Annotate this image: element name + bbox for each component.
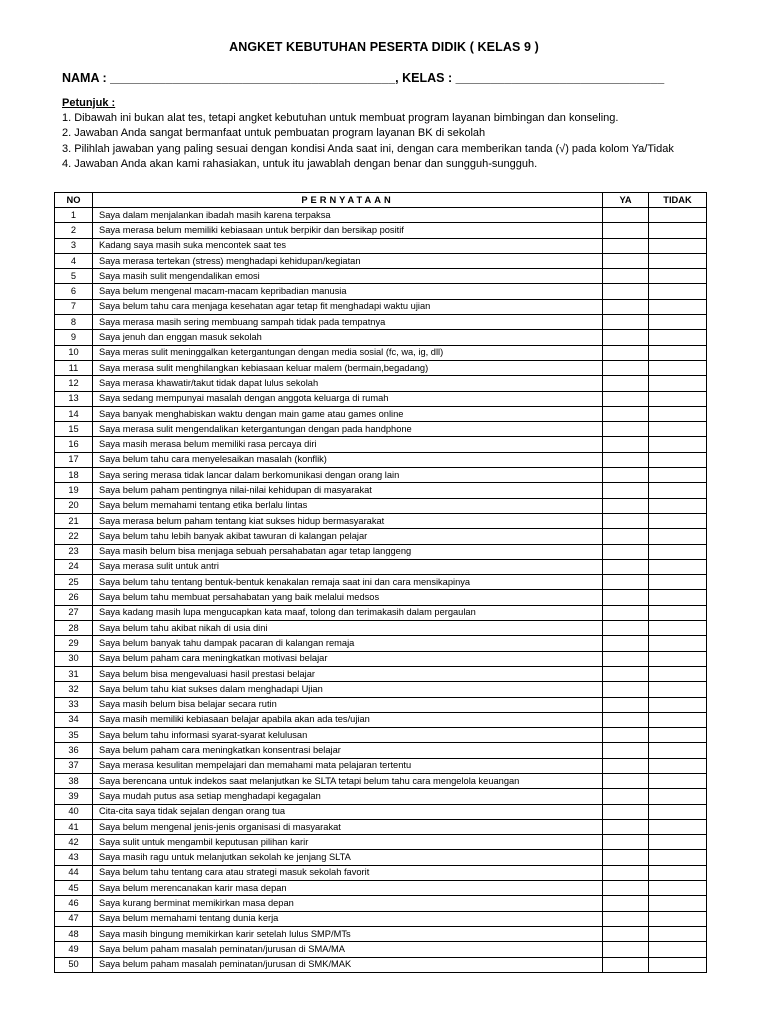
- table-row: [55, 284, 707, 299]
- ya-checkbox-cell[interactable]: [603, 391, 649, 406]
- row-statement: Saya belum banyak tahu dampak pacaran di kalangan remaja: [93, 636, 603, 651]
- tidak-checkbox-cell[interactable]: [649, 391, 707, 406]
- row-statement: Saya kadang masih lupa mengucapkan kata maaf, tolong dan terimakasih dalam pergaulan: [93, 605, 603, 620]
- row-number: 25: [55, 575, 93, 590]
- ya-checkbox-cell[interactable]: [603, 223, 649, 238]
- table-row: [55, 666, 707, 681]
- table-row: [55, 728, 707, 743]
- row-number: 26: [55, 590, 93, 605]
- row-statement: Saya belum paham cara meningkatkan motivasi belajar: [93, 651, 603, 666]
- row-number: 34: [55, 712, 93, 727]
- row-statement: Saya belum tahu tentang cara atau strategi masuk sekolah favorit: [93, 865, 603, 880]
- tidak-checkbox-cell[interactable]: [649, 804, 707, 819]
- ya-checkbox-cell[interactable]: [603, 590, 649, 605]
- row-number: 33: [55, 697, 93, 712]
- row-number: 44: [55, 865, 93, 880]
- tidak-checkbox-cell[interactable]: [649, 697, 707, 712]
- table-row: [55, 651, 707, 666]
- ya-checkbox-cell[interactable]: [603, 712, 649, 727]
- table-row: [55, 223, 707, 238]
- row-number: 11: [55, 360, 93, 375]
- tidak-checkbox-cell[interactable]: [649, 773, 707, 788]
- tidak-checkbox-cell[interactable]: [649, 712, 707, 727]
- table-row: [55, 590, 707, 605]
- tidak-checkbox-cell[interactable]: [649, 926, 707, 941]
- table-row: [55, 422, 707, 437]
- ya-checkbox-cell[interactable]: [603, 437, 649, 452]
- table-row: [55, 942, 707, 957]
- table-row: [55, 697, 707, 712]
- tidak-checkbox-cell[interactable]: [649, 529, 707, 544]
- table-row: [55, 315, 707, 330]
- row-number: 46: [55, 896, 93, 911]
- row-statement: Saya masih belum bisa belajar secara rutin: [93, 697, 603, 712]
- table-row: [55, 468, 707, 483]
- tidak-checkbox-cell[interactable]: [649, 559, 707, 574]
- tidak-checkbox-cell[interactable]: [649, 437, 707, 452]
- row-statement: Saya sulit untuk mengambil keputusan pilihan karir: [93, 835, 603, 850]
- row-statement: Kadang saya masih suka mencontek saat tes: [93, 238, 603, 253]
- tidak-checkbox-cell[interactable]: [649, 728, 707, 743]
- instruction-item-1: 1. Dibawah ini bukan alat tes, tetapi angket kebutuhan untuk membuat program layanan bimbingan dan konseling.: [62, 112, 619, 125]
- table-row: [55, 269, 707, 284]
- row-number: 17: [55, 452, 93, 467]
- header-statement: PERNYATAAN: [93, 193, 603, 208]
- ya-checkbox-cell[interactable]: [603, 957, 649, 972]
- table-row: [55, 605, 707, 620]
- ya-checkbox-cell[interactable]: [603, 758, 649, 773]
- table-row: [55, 957, 707, 972]
- row-number: 16: [55, 437, 93, 452]
- row-number: 15: [55, 422, 93, 437]
- row-number: 50: [55, 957, 93, 972]
- row-statement: Saya merasa sulit untuk antri: [93, 559, 603, 574]
- table-row: [55, 712, 707, 727]
- tidak-checkbox-cell[interactable]: [649, 942, 707, 957]
- row-number: 18: [55, 468, 93, 483]
- row-number: 32: [55, 682, 93, 697]
- ya-checkbox-cell[interactable]: [603, 360, 649, 375]
- row-number: 47: [55, 911, 93, 926]
- row-statement: Saya merasa sulit menghilangkan kebiasaan keluar malem (bermain,begadang): [93, 360, 603, 375]
- row-statement: Saya merasa sulit mengendalikan ketergantungan dengan pada handphone: [93, 422, 603, 437]
- ya-checkbox-cell[interactable]: [603, 896, 649, 911]
- ya-checkbox-cell[interactable]: [603, 666, 649, 681]
- row-number: 49: [55, 942, 93, 957]
- ya-checkbox-cell[interactable]: [603, 926, 649, 941]
- tidak-checkbox-cell[interactable]: [649, 284, 707, 299]
- row-statement: Saya belum paham cara meningkatkan konsentrasi belajar: [93, 743, 603, 758]
- ya-checkbox-cell[interactable]: [603, 605, 649, 620]
- ya-checkbox-cell[interactable]: [603, 728, 649, 743]
- tidak-checkbox-cell[interactable]: [649, 850, 707, 865]
- tidak-checkbox-cell[interactable]: [649, 330, 707, 345]
- tidak-checkbox-cell[interactable]: [649, 544, 707, 559]
- row-number: 22: [55, 529, 93, 544]
- row-number: 2: [55, 223, 93, 238]
- tidak-checkbox-cell[interactable]: [649, 452, 707, 467]
- table-row: [55, 621, 707, 636]
- tidak-checkbox-cell[interactable]: [649, 315, 707, 330]
- row-number: 24: [55, 559, 93, 574]
- table-row: [55, 881, 707, 896]
- row-statement: Saya masih belum bisa menjaga sebuah persahabatan agar tetap langgeng: [93, 544, 603, 559]
- row-number: 41: [55, 819, 93, 834]
- header-tidak: TIDAK: [649, 193, 707, 208]
- row-number: 40: [55, 804, 93, 819]
- row-statement: Saya belum tahu lebih banyak akibat tawuran di kalangan pelajar: [93, 529, 603, 544]
- row-number: 9: [55, 330, 93, 345]
- row-statement: Saya merasa belum paham tentang kiat sukses hidup bermasyarakat: [93, 513, 603, 528]
- row-statement: Saya belum tahu membuat persahabatan yang baik melalui medsos: [93, 590, 603, 605]
- questionnaire-table: [54, 192, 707, 973]
- row-statement: Saya merasa kesulitan mempelajari dan memahami mata pelajaran tertentu: [93, 758, 603, 773]
- row-statement: Saya masih ragu untuk melanjutkan sekolah ke jenjang SLTA: [93, 850, 603, 865]
- table-row: [55, 529, 707, 544]
- row-number: 5: [55, 269, 93, 284]
- tidak-checkbox-cell[interactable]: [649, 253, 707, 268]
- ya-checkbox-cell[interactable]: [603, 468, 649, 483]
- table-row: [55, 376, 707, 391]
- ya-checkbox-cell[interactable]: [603, 253, 649, 268]
- row-statement: Saya merasa belum memiliki kebiasaan untuk berpikir dan bersikap positif: [93, 223, 603, 238]
- row-statement: Saya belum paham masalah peminatan/jurusan di SMA/MA: [93, 942, 603, 957]
- row-statement: Saya belum memahami tentang dunia kerja: [93, 911, 603, 926]
- header-ya: YA: [603, 193, 649, 208]
- tidak-checkbox-cell[interactable]: [649, 789, 707, 804]
- ya-checkbox-cell[interactable]: [603, 269, 649, 284]
- row-number: 8: [55, 315, 93, 330]
- tidak-checkbox-cell[interactable]: [649, 575, 707, 590]
- row-number: 1: [55, 208, 93, 223]
- table-row: [55, 498, 707, 513]
- header-no: NO: [55, 193, 93, 208]
- row-statement: Saya belum bisa mengevaluasi hasil prestasi belajar: [93, 666, 603, 681]
- ya-checkbox-cell[interactable]: [603, 315, 649, 330]
- table-row: [55, 896, 707, 911]
- table-row: [55, 850, 707, 865]
- page-title: ANGKET KEBUTUHAN PESERTA DIDIK ( KELAS 9 ): [229, 40, 539, 54]
- table-row: [55, 743, 707, 758]
- ya-checkbox-cell[interactable]: [603, 636, 649, 651]
- tidak-checkbox-cell[interactable]: [649, 881, 707, 896]
- row-statement: Saya belum tahu kiat sukses dalam menghadapi Ujian: [93, 682, 603, 697]
- table-row: [55, 406, 707, 421]
- table-row: [55, 636, 707, 651]
- row-statement: Saya belum tahu informasi syarat-syarat kelulusan: [93, 728, 603, 743]
- tidak-checkbox-cell[interactable]: [649, 743, 707, 758]
- row-statement: Saya belum mengenal macam-macam kepribadian manusia: [93, 284, 603, 299]
- row-statement: Saya merasa masih sering membuang sampah tidak pada tempatnya: [93, 315, 603, 330]
- tidak-checkbox-cell[interactable]: [649, 682, 707, 697]
- ya-checkbox-cell[interactable]: [603, 881, 649, 896]
- table-row: [55, 452, 707, 467]
- tidak-checkbox-cell[interactable]: [649, 360, 707, 375]
- tidak-checkbox-cell[interactable]: [649, 590, 707, 605]
- row-number: 7: [55, 299, 93, 314]
- table-body: [55, 208, 707, 973]
- ya-checkbox-cell[interactable]: [603, 299, 649, 314]
- ya-checkbox-cell[interactable]: [603, 651, 649, 666]
- table-row: [55, 575, 707, 590]
- ya-checkbox-cell[interactable]: [603, 575, 649, 590]
- row-statement: Saya belum mengenal jenis-jenis organisasi di masyarakat: [93, 819, 603, 834]
- row-statement: Saya belum tahu cara menjaga kesehatan agar tetap fit menghadapi waktu ujian: [93, 299, 603, 314]
- table-row: [55, 804, 707, 819]
- ya-checkbox-cell[interactable]: [603, 238, 649, 253]
- ya-checkbox-cell[interactable]: [603, 284, 649, 299]
- row-number: 13: [55, 391, 93, 406]
- table-row: [55, 238, 707, 253]
- tidak-checkbox-cell[interactable]: [649, 605, 707, 620]
- tidak-checkbox-cell[interactable]: [649, 376, 707, 391]
- table-row: [55, 544, 707, 559]
- tidak-checkbox-cell[interactable]: [649, 223, 707, 238]
- row-statement: Saya belum paham pentingnya nilai-nilai kehidupan di masyarakat: [93, 483, 603, 498]
- table-row: [55, 682, 707, 697]
- ya-checkbox-cell[interactable]: [603, 208, 649, 223]
- ya-checkbox-cell[interactable]: [603, 529, 649, 544]
- ya-checkbox-cell[interactable]: [603, 498, 649, 513]
- row-number: 42: [55, 835, 93, 850]
- row-number: 48: [55, 926, 93, 941]
- tidak-checkbox-cell[interactable]: [649, 299, 707, 314]
- row-number: 36: [55, 743, 93, 758]
- ya-checkbox-cell[interactable]: [603, 559, 649, 574]
- ya-checkbox-cell[interactable]: [603, 819, 649, 834]
- row-number: 43: [55, 850, 93, 865]
- row-number: 20: [55, 498, 93, 513]
- table-header-row: [55, 193, 707, 208]
- row-number: 14: [55, 406, 93, 421]
- ya-checkbox-cell[interactable]: [603, 544, 649, 559]
- tidak-checkbox-cell[interactable]: [649, 911, 707, 926]
- row-statement: Saya belum paham masalah peminatan/jurusan di SMK/MAK: [93, 957, 603, 972]
- ya-checkbox-cell[interactable]: [603, 422, 649, 437]
- row-statement: Saya meras sulit meninggalkan ketergantungan dengan media sosial (fc, wa, ig, dll): [93, 345, 603, 360]
- ya-checkbox-cell[interactable]: [603, 697, 649, 712]
- row-number: 38: [55, 773, 93, 788]
- tidak-checkbox-cell[interactable]: [649, 513, 707, 528]
- table-row: [55, 773, 707, 788]
- row-statement: Saya belum merencanakan karir masa depan: [93, 881, 603, 896]
- row-statement: Saya berencana untuk indekos saat melanjutkan ke SLTA tetapi belum tahu cara mengelola keuangan: [93, 773, 603, 788]
- ya-checkbox-cell[interactable]: [603, 865, 649, 880]
- row-statement: Saya dalam menjalankan ibadah masih karena terpaksa: [93, 208, 603, 223]
- tidak-checkbox-cell[interactable]: [649, 957, 707, 972]
- ya-checkbox-cell[interactable]: [603, 513, 649, 528]
- row-number: 12: [55, 376, 93, 391]
- tidak-checkbox-cell[interactable]: [649, 636, 707, 651]
- row-number: 37: [55, 758, 93, 773]
- row-number: 31: [55, 666, 93, 681]
- table-row: [55, 208, 707, 223]
- tidak-checkbox-cell[interactable]: [649, 406, 707, 421]
- row-number: 4: [55, 253, 93, 268]
- tidak-checkbox-cell[interactable]: [649, 345, 707, 360]
- row-statement: Saya banyak menghabiskan waktu dengan main game atau games online: [93, 406, 603, 421]
- ya-checkbox-cell[interactable]: [603, 773, 649, 788]
- tidak-checkbox-cell[interactable]: [649, 269, 707, 284]
- tidak-checkbox-cell[interactable]: [649, 468, 707, 483]
- ya-checkbox-cell[interactable]: [603, 804, 649, 819]
- row-number: 10: [55, 345, 93, 360]
- name-class-line: NAMA : _________________________________________, KELAS : ______________________________: [62, 71, 665, 85]
- tidak-checkbox-cell[interactable]: [649, 483, 707, 498]
- tidak-checkbox-cell[interactable]: [649, 835, 707, 850]
- table-row: [55, 513, 707, 528]
- ya-checkbox-cell[interactable]: [603, 743, 649, 758]
- table-row: [55, 559, 707, 574]
- instruction-item-3: 3. Pilihlah jawaban yang paling sesuai dengan kondisi Anda saat ini, dengan cara memberikan tanda (√) pada kolom Ya/Tidak: [62, 142, 674, 155]
- instruction-item-2: 2. Jawaban Anda sangat bermanfaat untuk pembuatan program layanan BK di sekolah: [62, 127, 486, 140]
- row-statement: Saya merasa khawatir/takut tidak dapat lulus sekolah: [93, 376, 603, 391]
- row-statement: Saya masih bingung memikirkan karir setelah lulus SMP/MTs: [93, 926, 603, 941]
- ya-checkbox-cell[interactable]: [603, 850, 649, 865]
- row-statement: Saya belum tahu cara menyelesaikan masalah (konflik): [93, 452, 603, 467]
- instructions: [62, 96, 712, 172]
- ya-checkbox-cell[interactable]: [603, 942, 649, 957]
- instructions-heading: Petunjuk :: [62, 97, 116, 109]
- table-row: [55, 911, 707, 926]
- table-row: [55, 835, 707, 850]
- table-row: [55, 819, 707, 834]
- ya-checkbox-cell[interactable]: [603, 376, 649, 391]
- ya-checkbox-cell[interactable]: [603, 621, 649, 636]
- tidak-checkbox-cell[interactable]: [649, 422, 707, 437]
- tidak-checkbox-cell[interactable]: [649, 865, 707, 880]
- row-number: 6: [55, 284, 93, 299]
- table-row: [55, 391, 707, 406]
- row-statement: Saya belum tahu tentang bentuk-bentuk kenakalan remaja saat ini dan cara mensikapinya: [93, 575, 603, 590]
- table-row: [55, 253, 707, 268]
- table-row: [55, 360, 707, 375]
- tidak-checkbox-cell[interactable]: [649, 896, 707, 911]
- ya-checkbox-cell[interactable]: [603, 835, 649, 850]
- ya-checkbox-cell[interactable]: [603, 345, 649, 360]
- row-statement: Saya masih memiliki kebiasaan belajar apabila akan ada tes/ujian: [93, 712, 603, 727]
- table-row: [55, 758, 707, 773]
- row-statement: Saya masih sulit mengendalikan emosi: [93, 269, 603, 284]
- ya-checkbox-cell[interactable]: [603, 682, 649, 697]
- tidak-checkbox-cell[interactable]: [649, 758, 707, 773]
- ya-checkbox-cell[interactable]: [603, 911, 649, 926]
- tidak-checkbox-cell[interactable]: [649, 208, 707, 223]
- instruction-item-4: 4. Jawaban Anda akan kami rahasiakan, untuk itu jawablah dengan benar dan sungguh-sungguh.: [62, 157, 538, 170]
- row-statement: Saya belum tahu akibat nikah di usia dini: [93, 621, 603, 636]
- row-number: 3: [55, 238, 93, 253]
- table-row: [55, 926, 707, 941]
- tidak-checkbox-cell[interactable]: [649, 666, 707, 681]
- row-number: 27: [55, 605, 93, 620]
- row-number: 23: [55, 544, 93, 559]
- table-row: [55, 345, 707, 360]
- tidak-checkbox-cell[interactable]: [649, 651, 707, 666]
- row-statement: Cita-cita saya tidak sejalan dengan orang tua: [93, 804, 603, 819]
- tidak-checkbox-cell[interactable]: [649, 498, 707, 513]
- row-statement: Saya merasa tertekan (stress) menghadapi kehidupan/kegiatan: [93, 253, 603, 268]
- row-statement: Saya sering merasa tidak lancar dalam berkomunikasi dengan orang lain: [93, 468, 603, 483]
- row-number: 21: [55, 513, 93, 528]
- row-number: 45: [55, 881, 93, 896]
- ya-checkbox-cell[interactable]: [603, 406, 649, 421]
- row-statement: Saya mudah putus asa setiap menghadapi kegagalan: [93, 789, 603, 804]
- ya-checkbox-cell[interactable]: [603, 789, 649, 804]
- row-number: 39: [55, 789, 93, 804]
- table-row: [55, 299, 707, 314]
- table-row: [55, 437, 707, 452]
- ya-checkbox-cell[interactable]: [603, 452, 649, 467]
- table-row: [55, 483, 707, 498]
- row-statement: Saya jenuh dan enggan masuk sekolah: [93, 330, 603, 345]
- tidak-checkbox-cell[interactable]: [649, 819, 707, 834]
- row-number: 28: [55, 621, 93, 636]
- row-number: 19: [55, 483, 93, 498]
- ya-checkbox-cell[interactable]: [603, 330, 649, 345]
- ya-checkbox-cell[interactable]: [603, 483, 649, 498]
- row-number: 30: [55, 651, 93, 666]
- row-number: 29: [55, 636, 93, 651]
- row-statement: Saya sedang mempunyai masalah dengan anggota keluarga di rumah: [93, 391, 603, 406]
- row-statement: Saya kurang berminat memikirkan masa depan: [93, 896, 603, 911]
- row-statement: Saya masih merasa belum memiliki rasa percaya diri: [93, 437, 603, 452]
- tidak-checkbox-cell[interactable]: [649, 238, 707, 253]
- tidak-checkbox-cell[interactable]: [649, 621, 707, 636]
- table-row: [55, 330, 707, 345]
- table-row: [55, 789, 707, 804]
- row-number: 35: [55, 728, 93, 743]
- table-row: [55, 865, 707, 880]
- row-statement: Saya belum memahami tentang etika berlalu lintas: [93, 498, 603, 513]
